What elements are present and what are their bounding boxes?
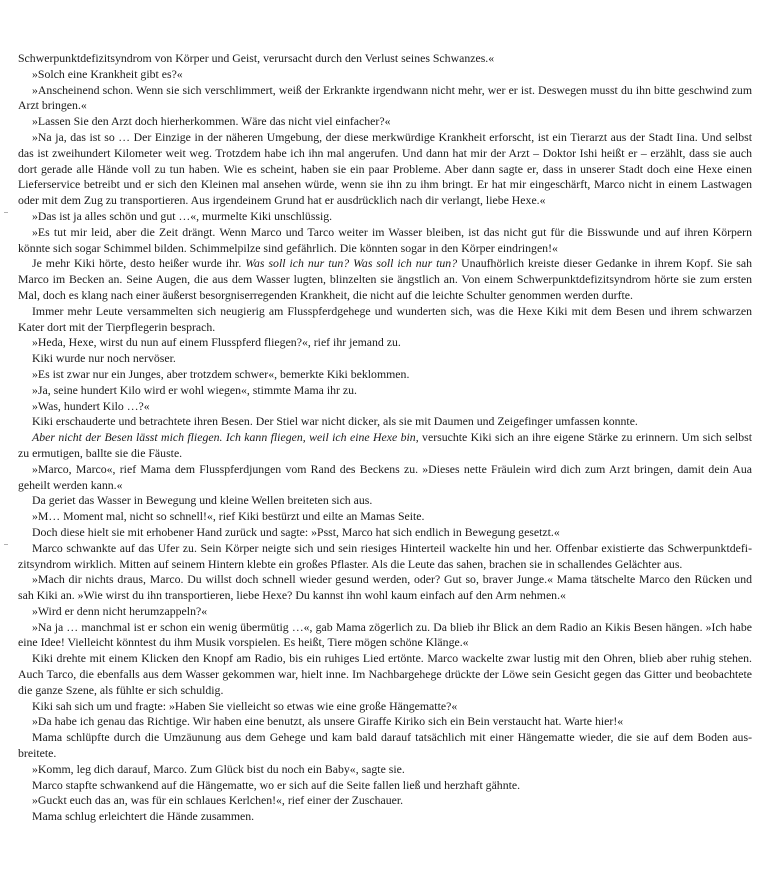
text-run: Kiki wurde nur noch nervöser. — [32, 351, 176, 366]
paragraph — [18, 462, 752, 494]
paragraph — [18, 367, 752, 383]
paragraph — [18, 699, 752, 715]
paragraph — [18, 351, 752, 367]
text-run: »Das ist ja alles schön und gut …«, murmelte Kiki unschlüssig. — [32, 208, 333, 223]
text-run: Marco schwankte auf das Ufer zu. Sein Körper neigte sich und sein riesiges Hinterteil wackelte hin und her. Offenbar existierte das Schwerpunktdefizitsyndrom wirklich. Mitten auf seinem Hintern klebte ein großes Pflaster. Als die Leute das sahen, brachen sie in schallendes Gelächter aus. — [18, 540, 752, 571]
text-run: »Solch eine Krankheit gibt es?« — [32, 66, 183, 81]
text-run: Kiki drehte mit einem Klicken den Knopf am Radio, bis ein ruhiges Lied ertönte. Marco wackelte zwar lustig mit den Ohren, blieb aber ruhig stehen. Auch Tarco, die ebenfalls aus dem Wasser gekommen war, hielt inne. Im Nachbargehege drückte der Löwe sein Gesicht gegen das Gitter und beobachtete die ganze Szene, als fühlte er sich schuldig. — [18, 651, 752, 697]
paragraph — [18, 51, 752, 67]
paragraph — [18, 114, 752, 130]
paragraph — [18, 304, 752, 336]
text-run: Mama schlug erleichtert die Hände zusammen. — [32, 809, 255, 824]
paragraph — [18, 130, 752, 209]
text-run: versuchte Kiki sich an ihre eigene Stärke zu erinnern. Um sich selbst zu ermutigen, ballte sie die Fäuste. — [18, 430, 752, 460]
text-run: Unaufhörlich kreiste dieser Gedanke in ihrem Kopf. Sie sah Marco im Becken an. Seine Augen, die aus dem Wasser lugten, blinzelten sie ängstlich an. Von einem Schwerpunktdefizitsyndrom hörte sie zum ersten Mal, doch es klang nach einer äußerst besorgniserregenden Krankheit, die nicht auf die leichte Schulter genommen werden durfte. — [18, 256, 752, 302]
text-run: Kiki erschauderte und betrachtete ihren Besen. Der Stiel war nicht dicker, als sie mit Daumen und Zeigefinger umfassen konnte. — [32, 414, 638, 429]
paragraph — [18, 399, 752, 415]
paragraph — [18, 414, 752, 430]
paragraph — [18, 509, 752, 525]
text-run: »Na ja, das ist so … Der Einzige in der näheren Umgebung, der diese merkwürdige Krankheit erforscht, ist ein Tierarzt aus der Stadt Iina. Und selbst das ist zweihundert Kilometer weit weg. Trotzdem habe ich ihn mal angerufen. Und dann hat mir der Arzt – Doktor Ishi heißt er – erzählt, dass sie auch dort gerade alle Hände voll zu tun haben. Wie es scheint, haben sie ein paar Probleme. Aber dann sagte er, dass in unserer Stadt doch eine Hexe einen Lieferservice betreibt und er sich den Kleinen mal ansehen würde, wenn sie ihn zu ihm bringt. Er hat mir eingeschärft, Marco nicht in einem Lastwagen oder mit dem Zug zu transportieren. Aus irgendeinem Grund hat er ausdrücklich nach dir verlangt, liebe Hexe.« — [18, 129, 752, 208]
text-run: Doch diese hielt sie mit erhobener Hand zurück und sagte: »Psst, Marco hat sich endlich in Bewegung gesetzt.« — [32, 524, 560, 539]
text-run: Kiki sah sich um und fragte: »Haben Sie vielleicht so etwas wie eine große Hängematte?« — [32, 698, 458, 713]
paragraph — [18, 541, 752, 573]
paragraph — [18, 572, 752, 604]
margin-mark — [4, 212, 8, 213]
paragraph — [18, 335, 752, 351]
text-run: Mama schlüpfte durch die Umzäunung aus dem Gehege und kam bald darauf tatsächlich mit einer Hängematte wieder, die sie auf dem Boden ausbreitete. — [18, 730, 752, 761]
text-run: »Da habe ich genau das Richtige. Wir haben eine benutzt, als unsere Giraffe Kiriko sich ein Bein verstaucht hat. Warte hier!« — [32, 714, 624, 729]
paragraph — [18, 83, 752, 115]
text-run: »Guckt euch das an, was für ein schlaues Kerlchen!«, rief einer der Zuschauer. — [32, 793, 404, 808]
text-run: Je mehr Kiki hörte, desto heißer wurde ihr. — [32, 256, 246, 271]
paragraph — [18, 793, 752, 809]
paragraph — [18, 762, 752, 778]
paragraph — [18, 730, 752, 762]
text-run: Marco stapfte schwankend auf die Hängematte, wo er sich auf die Seite fallen ließ und herzhaft gähnte. — [32, 777, 521, 792]
text-run: »Marco, Marco«, rief Mama dem Flusspferdjungen vom Rand des Beckens zu. »Dieses nette Fräulein wird dich zum Arzt bringen, damit dein Aua geheilt werden kann.« — [18, 461, 752, 492]
paragraph — [18, 714, 752, 730]
text-run: »Komm, leg dich darauf, Marco. Zum Glück bist du noch ein Baby«, sagte sie. — [32, 761, 405, 776]
paragraph — [18, 620, 752, 652]
paragraph — [18, 225, 752, 257]
text-run: Schwerpunktdefizitsyndrom von Körper und Geist, verursacht durch den Verlust seines Schwanzes.« — [18, 51, 495, 65]
paragraph — [18, 604, 752, 620]
text-run: »Lassen Sie den Arzt doch hierherkommen. Wäre das nicht viel einfacher?« — [32, 114, 391, 129]
text-run: »Heda, Hexe, wirst du nun auf einem Flusspferd fliegen?«, rief ihr jemand zu. — [32, 335, 401, 350]
italic-text-run: Was soll ich nur tun? Was soll ich nur tun? — [245, 256, 458, 271]
text-run: Da geriet das Wasser in Bewegung und kleine Wellen breiteten sich aus. — [32, 493, 373, 508]
text-run: »Anscheinend schon. Wenn sie sich verschlimmert, weiß der Erkrankte irgendwann nicht mehr, wer er ist. Deswegen musst du ihn bitte geschwind zum Arzt bringen.« — [18, 82, 752, 113]
text-run: »Mach dir nichts draus, Marco. Du willst doch schnell wieder gesund werden, oder? Gut so, braver Junge.« Mama tätschelte Marco den Rücken und sah Kiki an. »Wie wirst du ihn transportieren, liebe Hexe? Du kannst ihn wohl kaum einfach auf den Arm nehmen.« — [18, 572, 752, 603]
text-run: »Wird er denn nicht herumzappeln?« — [32, 603, 208, 618]
paragraph — [18, 651, 752, 698]
text-run: »Was, hundert Kilo …?« — [32, 398, 150, 413]
paragraph — [18, 67, 752, 83]
paragraph — [18, 809, 752, 825]
document-body — [18, 51, 752, 825]
text-run: »M… Moment mal, nicht so schnell!«, rief Kiki bestürzt und eilte an Mamas Seite. — [32, 509, 425, 524]
text-run: »Es ist zwar nur ein Junges, aber trotzdem schwer«, bemerkte Kiki beklommen. — [32, 366, 410, 381]
text-run: Immer mehr Leute versammelten sich neugierig am Flusspferdgehege und wunderten sich, was die Hexe Kiki mit dem Besen und ihrem schwarzen Kater dort mit der Tierpflegerin besprach. — [18, 303, 752, 334]
text-run: »Ja, seine hundert Kilo wird er wohl wiegen«, stimmte Mama ihr zu. — [32, 382, 357, 397]
paragraph — [18, 525, 752, 541]
italic-text-run: Aber nicht der Besen lässt mich fliegen. Ich kann fliegen, weil ich eine Hexe bin, — [32, 430, 419, 445]
paragraph — [18, 778, 752, 794]
paragraph — [18, 430, 752, 462]
margin-mark — [4, 544, 8, 545]
text-run: »Na ja … manchmal ist er schon ein wenig übermütig …«, gab Mama zögerlich zu. Da blieb ihr Blick an dem Radio an Kikis Besen hängen. »Ich habe eine Idee! Vielleicht könntest du ihm Musik vorspielen. Es heißt, Tiere mögen schöne Klänge.« — [18, 619, 752, 650]
paragraph — [18, 209, 752, 225]
paragraph — [18, 383, 752, 399]
text-run: »Es tut mir leid, aber die Zeit drängt. Wenn Marco und Tarco weiter im Wasser bleiben, ist das nicht gut für die Bisswunde und auf ihren Körpern könnte sich sogar Schimmel bilden. Schimmelpilze sind gefährlich. Die könnten sogar in den Körper eindringen!« — [18, 224, 752, 255]
paragraph — [18, 493, 752, 509]
paragraph — [18, 256, 752, 303]
